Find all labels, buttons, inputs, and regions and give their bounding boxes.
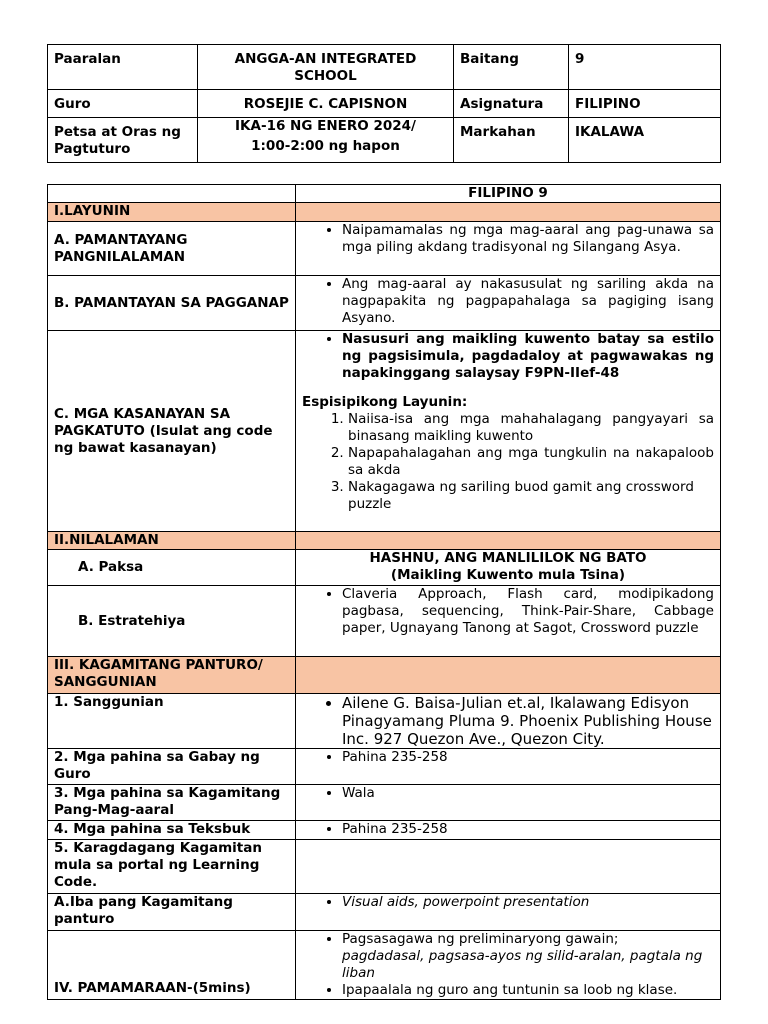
- specific-objective-item: 3. Nakagagawa ng sariling buod gamit ang crossword puzzle: [348, 479, 714, 513]
- content-heading-fill: [296, 532, 721, 550]
- datetime-label: Petsa at Oras ng Pagtuturo: [48, 118, 198, 163]
- school-label: Paaralan: [48, 45, 198, 90]
- quarter-value: IKALAWA: [569, 118, 721, 163]
- grade-label: Baitang: [454, 45, 569, 90]
- competency-text: • Nasusuri ang maikling kuwento batay sa estilo ng pagsisimula, pagdadaloy at pagwawakas ng napakinggang salaysay F9PN-IIef-48: [342, 331, 714, 382]
- specific-objective-item: 1. Naiisa-isa ang mga mahahalagang pangyayari sa binasang maikling kuwento: [348, 411, 714, 445]
- lr-portal-cell: [296, 840, 721, 894]
- materials-heading: III. KAGAMITANG PANTURO/ SANGGUNIAN: [48, 657, 296, 694]
- procedure-item-1-text: Pagsasagawa ng preliminaryong gawain;: [342, 931, 619, 947]
- learner-pages-text: • Wala: [342, 785, 714, 802]
- references-label: 1. Sanggunian: [48, 694, 296, 749]
- grade-value: 9: [569, 45, 721, 90]
- specific-objectives-title: Espisipikong Layunin:: [302, 394, 468, 410]
- other-materials-text: • Visual aids, powerpoint presentation: [342, 894, 714, 911]
- guide-pages-cell: [296, 749, 721, 785]
- learner-pages-label: 3. Mga pahina sa Kagamitang Pang-Mag-aaral: [48, 785, 296, 821]
- textbook-pages-text: • Pahina 235-258: [342, 821, 714, 838]
- specific-objectives-list: [302, 411, 714, 513]
- guide-pages-text: • Pahina 235-258: [342, 749, 714, 766]
- content-standard-label: A. PAMANTAYANG PANGNILALAMAN: [48, 222, 296, 276]
- content-standard-cell: [296, 222, 721, 276]
- blank-cell: [48, 185, 296, 203]
- datetime-line2: 1:00-2:00 ng hapon: [251, 138, 400, 154]
- strategy-cell: [296, 586, 721, 657]
- other-materials-text-label: A.Iba pang Kagamitang panturo: [54, 894, 233, 927]
- other-materials-cell: [296, 894, 721, 931]
- header-table: [47, 44, 721, 163]
- textbook-pages-label: 4. Mga pahina sa Teksbuk: [48, 821, 296, 840]
- references-cell: [296, 694, 721, 749]
- datetime-value: [198, 118, 454, 163]
- strategy-label: B. Estratehiya: [48, 586, 296, 657]
- competency-cell: [296, 331, 721, 532]
- competency-label: C. MGA KASANAYAN SA PAGKATUTO (Isulat ang code ng bawat kasanayan): [48, 331, 296, 532]
- topic-subtitle: (Maikling Kuwento mula Tsina): [390, 567, 626, 583]
- objectives-heading-fill: [296, 203, 721, 222]
- procedure-cell: [296, 931, 721, 1000]
- content-heading: II.NILALAMAN: [48, 532, 296, 550]
- lr-portal-label: 5. Karagdagang Kagamitan mula sa portal ng Learning Code.: [48, 840, 296, 894]
- teacher-label: Guro: [48, 90, 198, 118]
- topic-title: HASHNU, ANG MANLILILOK NG BATO: [369, 550, 647, 566]
- materials-heading-fill: [296, 657, 721, 694]
- content-standard-text: • Naipamamalas ng mga mag-aaral ang pag-unawa sa mga piling akdang tradisyonal ng Silangang Asya.: [342, 222, 714, 256]
- performance-standard-text: • Ang mag-aaral ay nakasusulat ng sariling akda na nagpapakita ng pagpapahalaga sa pagiging isang Asyano.: [342, 276, 714, 327]
- specific-objective-item: 2. Napapahalagahan ang mga tungkulin na nakapaloob sa akda: [348, 445, 714, 479]
- procedure-label: IV. PAMAMARAAN-(5mins): [48, 931, 296, 1000]
- topic-label: A. Paksa: [48, 550, 296, 586]
- objectives-heading: I.LAYUNIN: [48, 203, 296, 222]
- learner-pages-cell: [296, 785, 721, 821]
- subject-value: FILIPINO: [569, 90, 721, 118]
- school-value: ANGGA-AN INTEGRATED SCHOOL: [198, 45, 454, 90]
- textbook-pages-cell: [296, 821, 721, 840]
- references-text: • Ailene G. Baisa-Julian et.al, Ikalawang Edisyon Pinagyamang Pluma 9. Phoenix Publishing House Inc. 927 Quezon Ave., Quezon City.: [342, 694, 714, 748]
- subject-label: Asignatura: [454, 90, 569, 118]
- teacher-value: ROSEJIE C. CAPISNON: [198, 90, 454, 118]
- other-materials-label: [48, 894, 296, 931]
- procedure-item-1-detail: pagdadasal, pagsasa-ayos ng silid-aralan, pagtala ng liban: [342, 948, 703, 981]
- topic-cell: [296, 550, 721, 586]
- performance-standard-cell: [296, 276, 721, 331]
- column-title: FILIPINO 9: [296, 185, 721, 203]
- procedure-item-2: • Ipapaalala ng guro ang tuntunin sa loob ng klase.: [342, 982, 714, 999]
- strategy-text: • Claveria Approach, Flash card, modipikadong pagbasa, sequencing, Think-Pair-Share, Cabbage paper, Ugnayang Tanong at Sagot, Crossword puzzle: [342, 586, 714, 637]
- datetime-line1: IKA-16 NG ENERO 2024/: [235, 118, 416, 134]
- quarter-label: Markahan: [454, 118, 569, 163]
- performance-standard-label: B. PAMANTAYAN SA PAGGANAP: [48, 276, 296, 331]
- lesson-plan-table: [47, 184, 721, 1000]
- procedure-item-1: [342, 931, 714, 982]
- guide-pages-label: 2. Mga pahina sa Gabay ng Guro: [48, 749, 296, 785]
